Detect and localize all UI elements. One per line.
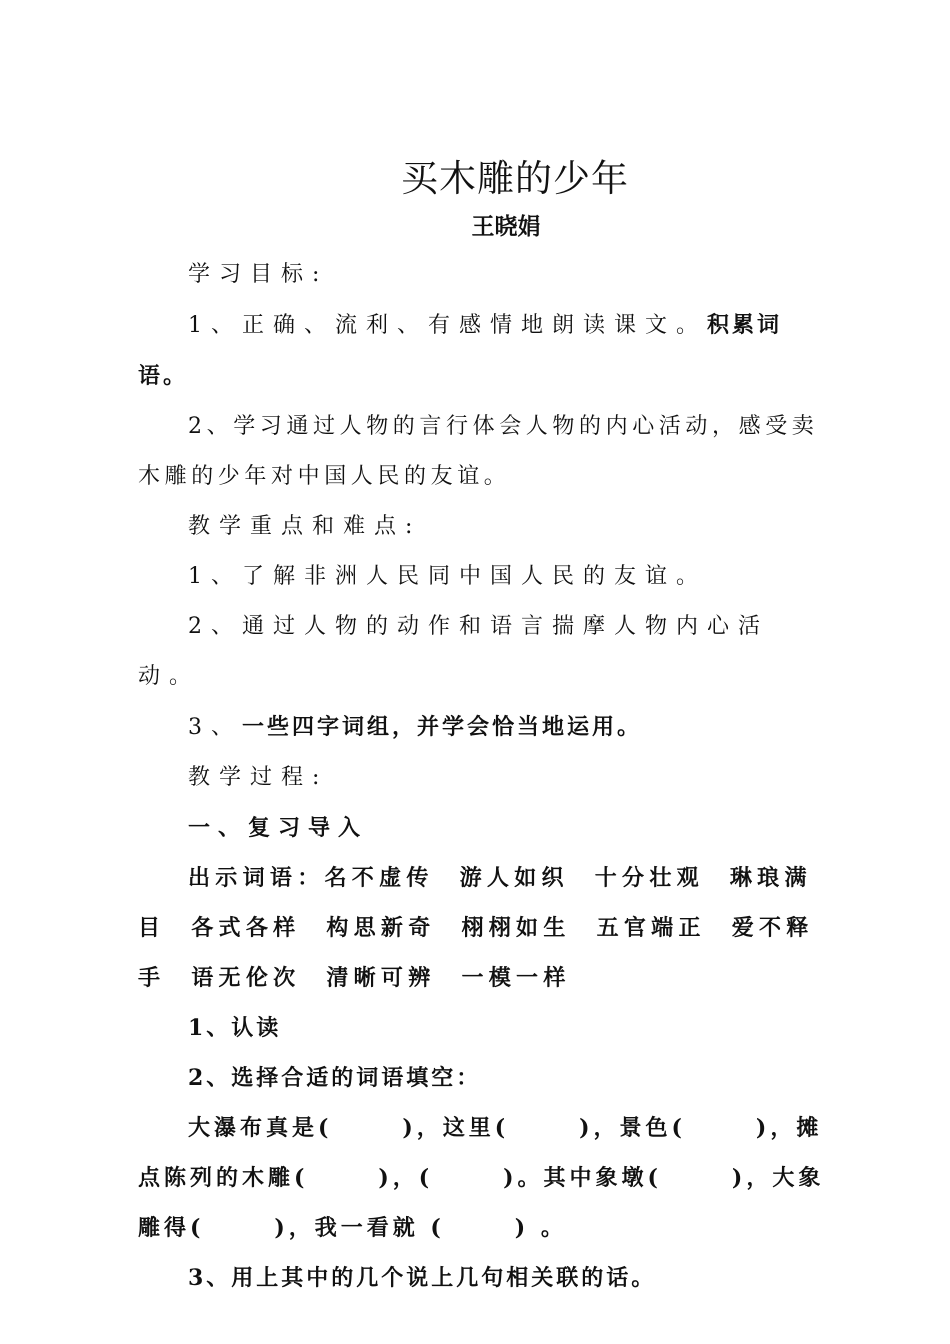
process-heading: 教学过程: <box>188 765 329 790</box>
key-points-heading: 教学重点和难点: <box>188 514 422 539</box>
key-point-item-2: 2、通过人物的动作和语言揣摩人物内心活动。 <box>138 614 769 689</box>
key-point-item-1: 1、了解非洲人民同中国人民的友谊。 <box>188 564 707 589</box>
objective-item-1-bold: 积累词语。 <box>138 312 783 389</box>
author-name: 王晓娟 <box>471 214 541 240</box>
word-list: 出示词语：名不虚传 游人如织 十分壮观 琳琅满目 各式各样 构思新奇 栩栩如生 五官端正 爱不释手 语无伦次 清晰可辨 一模一样 <box>138 865 814 991</box>
document-body <box>138 250 828 1303</box>
objective-item-1 <box>138 300 828 402</box>
objectives-heading: 学习目标: <box>188 262 329 287</box>
objective-item-2: 2、学习通过人物的言行体会人物的内心活动，感受卖木雕的少年对中国人民的友谊。 <box>138 414 819 489</box>
key-point-item-3 <box>138 702 828 753</box>
objective-item-1-text: 1、正确、流利、有感情地朗读课文。 <box>188 313 707 338</box>
step-3: 3、用上其中的几个说上几句相关联的话。 <box>188 1265 657 1291</box>
step-1: 1、认读 <box>188 1015 282 1041</box>
key-point-item-3-number: 3、 <box>188 715 242 740</box>
document-title: 买木雕的少年 <box>401 157 629 200</box>
key-point-item-3-bold: 一些四字词组，并学会恰当地运用。 <box>242 714 643 740</box>
section-1-heading: 一、复习导入 <box>188 815 369 841</box>
fill-blank-exercise: 大瀑布真是( )，这里( )，景色( )，摊点陈列的木雕( )，( )。其中象墩( )，大象雕得( )，我一看就 ( ) 。 <box>138 1115 825 1241</box>
step-2: 2、选择合适的词语填空： <box>188 1065 482 1091</box>
